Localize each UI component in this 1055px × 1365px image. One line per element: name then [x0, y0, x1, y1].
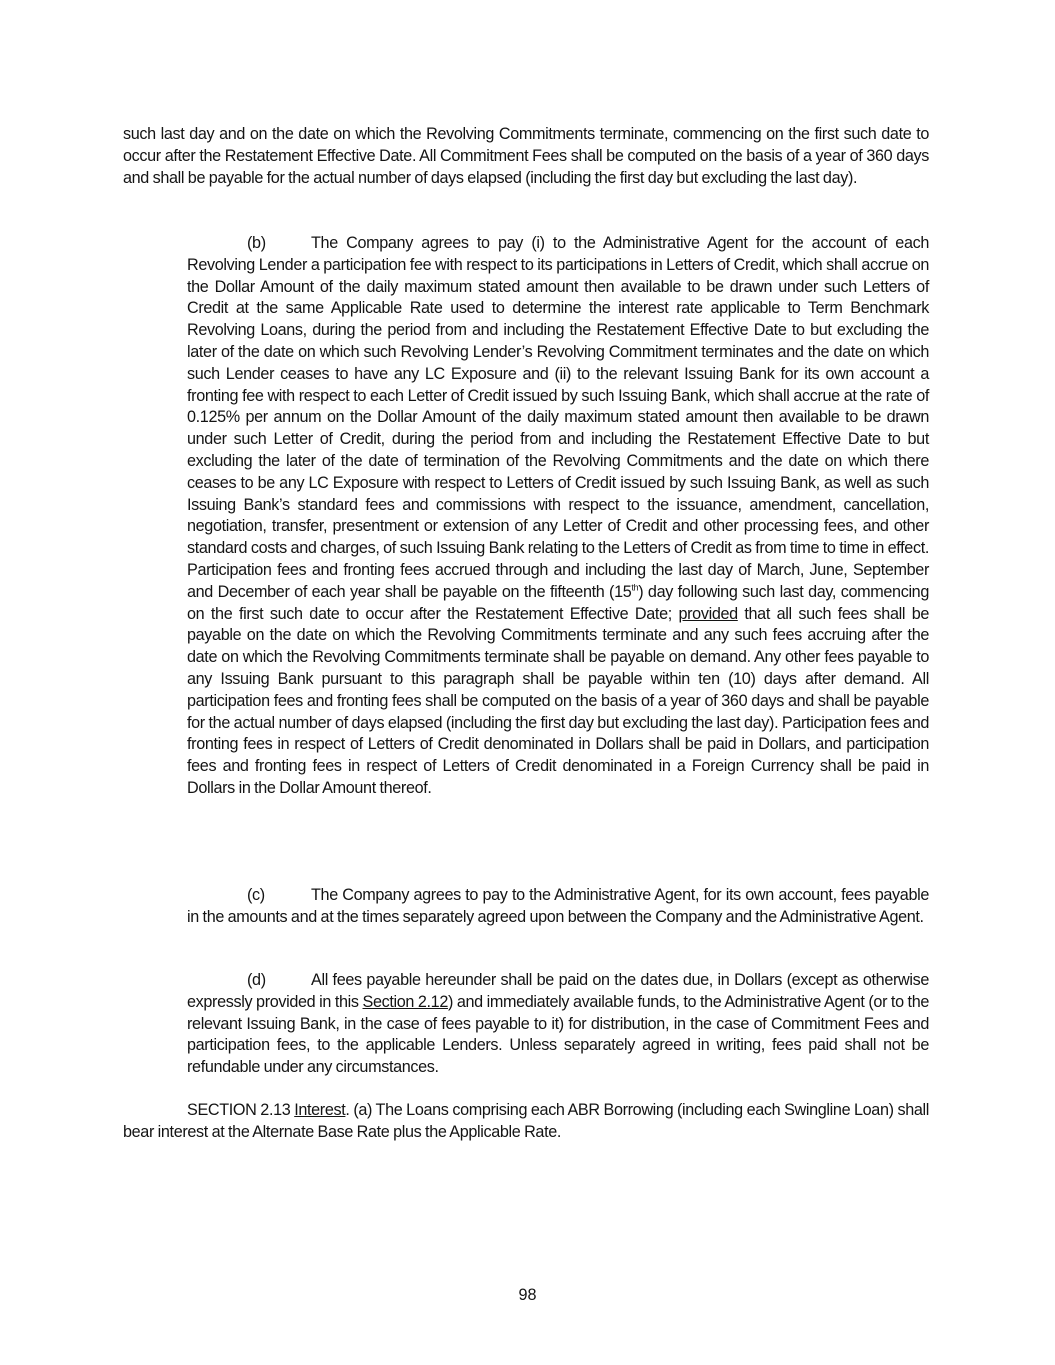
- intro-paragraph: such last day and on the date on which the Revolving Commitments terminate, commencing on the first such date to occur after the Restatement Effective Date. All Commitment Fees shall be computed on the basis of a year of 360 days and shall be payable for the actual number of days elapsed (including the first day but excluding the last day).: [123, 125, 929, 187]
- paragraph-d-text-2: ) and immediately available funds, to the Administrative Agent (or to the relevant Issuing Bank, in the case of fees payable to it) for distribution, in the case of Commitment Fees and participation fees, to the applicable Lenders. Unless separately agreed in writing, fees paid shall not be refundable under any circumstances.: [187, 992, 930, 1077]
- paragraph-b-text-2: ) day following such last day, commencing on the first such date to occur after the Restatement Effective Date;: [187, 582, 929, 623]
- page-number: 98: [518, 1286, 537, 1304]
- provided-term: provided: [678, 604, 738, 623]
- section-2-12-reference: Section 2.12: [362, 992, 448, 1011]
- paragraph-c: [187, 885, 929, 929]
- paragraph-c-label: (c): [247, 886, 265, 904]
- paragraph-b-superscript: th: [631, 582, 639, 593]
- paragraph-b-text-1: The Company agrees to pay (i) to the Administrative Agent for the account of each Revolving Lender a participation fee with respect to its participations in Letters of Credit, which shall accrue on the Dollar Amount of the daily maximum stated amount then available to be drawn under such Letters of Credit at the same Applicable Rate used to determine the interest rate applicable to Term Benchmark Revolving Loans, during the period from and including the Restatement Effective Date to but excluding the later of the date on which such Revolving Lender’s Revolving Commitment terminates and the date on which such Lender ceases to have any LC Exposure and (ii) to the relevant Issuing Bank for its own account a fronting fee with respect to each Letter of Credit issued by such Issuing Bank, which shall accrue at the rate of 0.125% per annum on the Dollar Amount of the daily maximum stated amount then available to be drawn under such Letter of Credit, during the period from and including the Restatement Effective Date to but excluding the later of the date of termination of the Revolving Commitments and the date on which there ceases to be any LC Exposure with respect to Letters of Credit issued by such Issuing Bank, as well as such Issuing Bank’s standard fees and commissions with respect to the issuance, amendment, cancellation, negotiation, transfer, presentment or extension of any Letter of Credit and other processing fees, and other standard costs and charges, of such Issuing Bank relating to the Letters of Credit as from time to time in effect. Participation fees and fronting fees accrued through and including the last day of March, June, September and December of each year shall be payable on the fifteenth (15: [187, 234, 929, 601]
- paragraph-b-label: (b): [247, 234, 266, 252]
- section-2-13: [123, 1100, 929, 1144]
- paragraph-d-text-1: All fees payable hereunder shall be paid on the dates due, in Dollars (except as otherwise expressly provided in this: [187, 971, 929, 1011]
- paragraph-b: [187, 233, 929, 800]
- paragraph-d: [187, 970, 929, 1079]
- section-2-13-title: Interest: [294, 1101, 346, 1119]
- paragraph-c-text: The Company agrees to pay to the Administrative Agent, for its own account, fees payable in the amounts and at the times separately agreed upon between the Company and the Administrative Agent.: [187, 886, 929, 926]
- paragraph-d-label: (d): [247, 971, 266, 989]
- section-2-13-heading: SECTION 2.13: [187, 1101, 291, 1119]
- section-2-13-text: . (a) The Loans comprising each ABR Borrowing (including each Swingline Loan) shall bear interest at the Alternate Base Rate plus the Applicable Rate.: [123, 1101, 929, 1141]
- paragraph-b-text-3: that all such fees shall be payable on the date on which the Revolving Commitments terminate and any such fees accruing after the date on which the Revolving Commitments terminate shall be payable on demand. Any other fees payable to any Issuing Bank pursuant to this paragraph shall be payable within ten (10) days after demand. All participation fees and fronting fees shall be computed on the basis of a year of 360 days and shall be payable for the actual number of days elapsed (including the first day but excluding the last day). Participation fees and fronting fees in respect of Letters of Credit denominated in Dollars shall be paid in Dollars, and participation fees and fronting fees in respect of Letters of Credit denominated in a Foreign Currency shall be paid in Dollars in the Dollar Amount thereof.: [187, 604, 929, 797]
